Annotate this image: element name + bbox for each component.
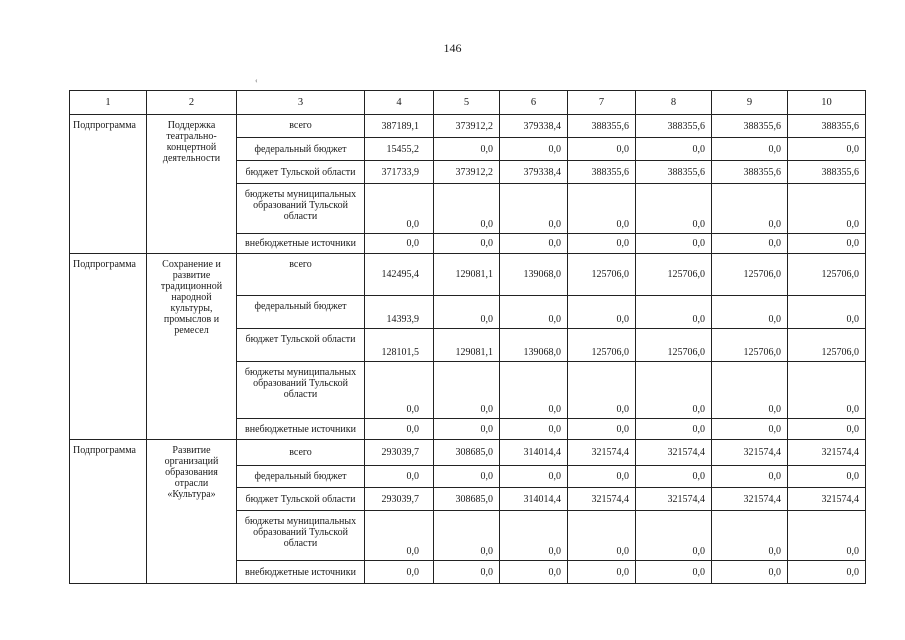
funding-source-cell: федеральный бюджет — [237, 296, 365, 329]
funding-source-cell: бюджеты муниципальных образований Тульской области — [237, 184, 365, 234]
value-cell: 15455,2 — [365, 138, 434, 161]
header-cell: 10 — [788, 91, 866, 115]
value-cell: 379338,4 — [500, 161, 568, 184]
value-cell: 0,0 — [500, 511, 568, 561]
value-cell: 0,0 — [636, 419, 712, 440]
value-cell: 373912,2 — [434, 161, 500, 184]
program-type-cell: Подпрограмма — [70, 115, 147, 254]
value-cell: 0,0 — [636, 511, 712, 561]
value-cell: 308685,0 — [434, 440, 500, 466]
budget-table — [69, 90, 866, 584]
value-cell: 321574,4 — [568, 488, 636, 511]
value-cell: 388355,6 — [636, 115, 712, 138]
value-cell: 293039,7 — [365, 488, 434, 511]
funding-source-cell: федеральный бюджет — [237, 138, 365, 161]
program-name-cell: Сохранение и развитие традиционной народной культуры, промыслов и ремесел — [147, 254, 237, 440]
value-cell: 0,0 — [365, 184, 434, 234]
value-cell: 0,0 — [500, 419, 568, 440]
value-cell: 0,0 — [568, 234, 636, 254]
value-cell: 0,0 — [712, 419, 788, 440]
value-cell: 321574,4 — [636, 488, 712, 511]
table-row — [70, 115, 866, 138]
header-cell: 5 — [434, 91, 500, 115]
value-cell: 388355,6 — [636, 161, 712, 184]
value-cell: 125706,0 — [636, 329, 712, 362]
header-cell: 9 — [712, 91, 788, 115]
value-cell: 0,0 — [434, 561, 500, 584]
table-row — [70, 254, 866, 296]
header-cell: 6 — [500, 91, 568, 115]
value-cell: 314014,4 — [500, 488, 568, 511]
program-type-cell: Подпрограмма — [70, 440, 147, 584]
header-cell: 4 — [365, 91, 434, 115]
funding-source-cell: внебюджетные источники — [237, 234, 365, 254]
value-cell: 0,0 — [788, 296, 866, 329]
value-cell: 321574,4 — [636, 440, 712, 466]
value-cell: 0,0 — [788, 561, 866, 584]
value-cell: 125706,0 — [712, 254, 788, 296]
value-cell: 0,0 — [434, 184, 500, 234]
value-cell: 0,0 — [788, 138, 866, 161]
value-cell: 125706,0 — [788, 329, 866, 362]
value-cell: 128101,5 — [365, 329, 434, 362]
value-cell: 388355,6 — [568, 161, 636, 184]
value-cell: 0,0 — [568, 138, 636, 161]
program-name-cell: Развитие организаций образования отрасли «Культура» — [147, 440, 237, 584]
value-cell: 0,0 — [636, 466, 712, 488]
value-cell: 0,0 — [636, 561, 712, 584]
page-number: 146 — [443, 41, 462, 55]
funding-source-cell: внебюджетные источники — [237, 561, 365, 584]
value-cell: 388355,6 — [712, 161, 788, 184]
table-body — [70, 91, 866, 584]
value-cell: 0,0 — [434, 362, 500, 419]
value-cell: 0,0 — [500, 234, 568, 254]
value-cell: 0,0 — [788, 184, 866, 234]
value-cell: 0,0 — [636, 296, 712, 329]
value-cell: 293039,7 — [365, 440, 434, 466]
funding-source-cell: бюджет Тульской области — [237, 488, 365, 511]
value-cell: 0,0 — [712, 561, 788, 584]
value-cell: 321574,4 — [788, 488, 866, 511]
value-cell: 139068,0 — [500, 329, 568, 362]
value-cell: 388355,6 — [788, 161, 866, 184]
value-cell: 0,0 — [712, 184, 788, 234]
value-cell: 0,0 — [434, 296, 500, 329]
value-cell: 0,0 — [636, 138, 712, 161]
header-cell: 8 — [636, 91, 712, 115]
value-cell: 125706,0 — [568, 329, 636, 362]
value-cell: 0,0 — [365, 362, 434, 419]
value-cell: 0,0 — [712, 362, 788, 419]
value-cell: 0,0 — [568, 419, 636, 440]
value-cell: 0,0 — [712, 511, 788, 561]
value-cell: 0,0 — [636, 234, 712, 254]
funding-source-cell: всего — [237, 115, 365, 138]
value-cell: 0,0 — [365, 466, 434, 488]
value-cell: 0,0 — [434, 511, 500, 561]
value-cell: 125706,0 — [568, 254, 636, 296]
value-cell: 0,0 — [636, 184, 712, 234]
value-cell: 129081,1 — [434, 329, 500, 362]
value-cell: 139068,0 — [500, 254, 568, 296]
value-cell: 0,0 — [712, 138, 788, 161]
header-cell: 1 — [70, 91, 147, 115]
value-cell: 0,0 — [500, 466, 568, 488]
value-cell: 0,0 — [568, 466, 636, 488]
table-row — [70, 440, 866, 466]
value-cell: 0,0 — [568, 296, 636, 329]
funding-source-cell: бюджет Тульской области — [237, 161, 365, 184]
funding-source-cell: бюджеты муниципальных образований Тульской области — [237, 511, 365, 561]
value-cell: 0,0 — [712, 234, 788, 254]
value-cell: 0,0 — [788, 419, 866, 440]
funding-source-cell: бюджет Тульской области — [237, 329, 365, 362]
value-cell: 387189,1 — [365, 115, 434, 138]
funding-source-cell: федеральный бюджет — [237, 466, 365, 488]
value-cell: 0,0 — [712, 296, 788, 329]
funding-source-cell: всего — [237, 440, 365, 466]
value-cell: 0,0 — [365, 561, 434, 584]
value-cell: 0,0 — [788, 511, 866, 561]
value-cell: 0,0 — [636, 362, 712, 419]
value-cell: 125706,0 — [636, 254, 712, 296]
value-cell: 321574,4 — [568, 440, 636, 466]
value-cell: 0,0 — [500, 362, 568, 419]
value-cell: 142495,4 — [365, 254, 434, 296]
value-cell: 129081,1 — [434, 254, 500, 296]
stray-mark: ‹ — [255, 76, 258, 85]
value-cell: 0,0 — [500, 184, 568, 234]
value-cell: 373912,2 — [434, 115, 500, 138]
program-name-cell: Поддержка театрально-концертной деятельности — [147, 115, 237, 254]
value-cell: 0,0 — [365, 234, 434, 254]
funding-source-cell: бюджеты муниципальных образований Тульской области — [237, 362, 365, 419]
value-cell: 0,0 — [788, 466, 866, 488]
value-cell: 388355,6 — [788, 115, 866, 138]
value-cell: 0,0 — [568, 511, 636, 561]
value-cell: 379338,4 — [500, 115, 568, 138]
value-cell: 0,0 — [365, 511, 434, 561]
header-cell: 2 — [147, 91, 237, 115]
value-cell: 321574,4 — [788, 440, 866, 466]
value-cell: 0,0 — [500, 296, 568, 329]
value-cell: 0,0 — [568, 184, 636, 234]
value-cell: 371733,9 — [365, 161, 434, 184]
value-cell: 321574,4 — [712, 440, 788, 466]
header-cell: 3 — [237, 91, 365, 115]
value-cell: 125706,0 — [788, 254, 866, 296]
funding-source-cell: всего — [237, 254, 365, 296]
value-cell: 0,0 — [788, 234, 866, 254]
value-cell: 308685,0 — [434, 488, 500, 511]
program-type-cell: Подпрограмма — [70, 254, 147, 440]
header-row — [70, 91, 866, 115]
value-cell: 0,0 — [712, 466, 788, 488]
value-cell: 0,0 — [500, 138, 568, 161]
value-cell: 321574,4 — [712, 488, 788, 511]
value-cell: 14393,9 — [365, 296, 434, 329]
value-cell: 0,0 — [568, 561, 636, 584]
value-cell: 125706,0 — [712, 329, 788, 362]
value-cell: 0,0 — [365, 419, 434, 440]
value-cell: 0,0 — [434, 419, 500, 440]
value-cell: 0,0 — [434, 234, 500, 254]
value-cell: 0,0 — [500, 561, 568, 584]
value-cell: 0,0 — [568, 362, 636, 419]
value-cell: 388355,6 — [712, 115, 788, 138]
value-cell: 0,0 — [788, 362, 866, 419]
value-cell: 388355,6 — [568, 115, 636, 138]
funding-source-cell: внебюджетные источники — [237, 419, 365, 440]
value-cell: 0,0 — [434, 138, 500, 161]
header-cell: 7 — [568, 91, 636, 115]
value-cell: 314014,4 — [500, 440, 568, 466]
value-cell: 0,0 — [434, 466, 500, 488]
